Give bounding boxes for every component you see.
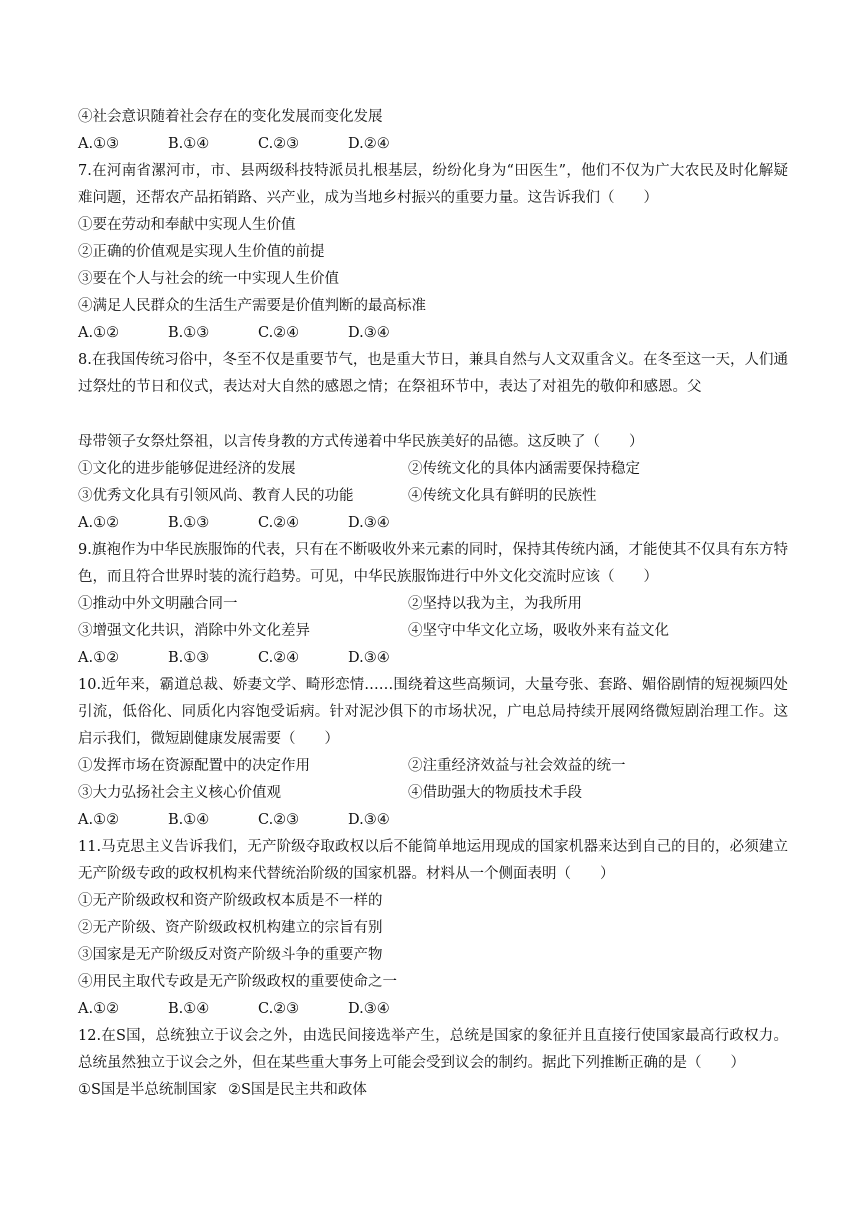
q10-statement-2: ②注重经济效益与社会效益的统一 [408,758,626,774]
question-7-stem: 7.在河南省漯河市，市、县两级科技特派员扎根基层，纷纷化身为“田医生”，他们不仅为广大农民及时化解疑难问题，还帮农产品拓销路、兴产业，成为当地乡村振兴的重要力量。这告诉我们（ ） [78,163,788,206]
question-10-stem: 10.近年来，霸道总裁、娇妻文学、畸形恋情……围绕着这些高频词，大量夸张、套路、媚俗剧情的短视频四处引流，低俗化、同质化内容饱受诟病。针对泥沙俱下的市场状况，广电总局持续开展网络微短剧治理工作。这启示我们，微短剧健康发展需要（ ） [78,677,788,747]
q11-statement-1: ①无产阶级政权和资产阶级政权本质是不一样的 [78,893,383,909]
choice-a: A.①② [78,515,120,531]
q9-statement-1: ①推动中外文明融合同一 [78,596,238,612]
choice-b: B.①③ [168,650,210,666]
choice-c: C.②③ [258,1001,300,1017]
choice-d: D.③④ [348,812,390,828]
q9-statements-row-2 [78,618,788,645]
q8-statements-row-2 [78,483,788,510]
choice-d: D.③④ [348,650,390,666]
question-12-stem: 12.在S国，总统独立于议会之外，由选民间接选举产生，总统是国家的象征并且直接行使国家最高行政权力。总统虽然独立于议会之外，但在某些重大事务上可能会受到议会的制约。据此下列推断正确的是（ ） [78,1028,788,1071]
q10-statements-row-2 [78,780,788,807]
q11-answer-choices [78,996,788,1023]
q7-statement-4: ④满足人民群众的生活生产需要是价值判断的最高标准 [78,298,426,314]
q12-statement-1: ①S国是半总统制国家 [78,1082,217,1098]
q7-statement-1: ①要在劳动和奉献中实现人生价值 [78,217,296,233]
question-8-stem-part1: 8.在我国传统习俗中，冬至不仅是重要节气，也是重大节日，兼具自然与人文双重含义。在冬至这一天，人们通过祭灶的节日和仪式，表达对大自然的感恩之情；在祭祖环节中，表达了对祖先的敬仰和感恩。父 [78,352,788,395]
blank-gap [78,401,788,429]
choice-c: C.②④ [258,650,300,666]
q10-answer-choices [78,807,788,834]
q11-statement-3: ③国家是无产阶级反对资产阶级斗争的重要产物 [78,947,383,963]
q7-statement-3: ③要在个人与社会的统一中实现人生价值 [78,271,339,287]
q8-answer-choices [78,510,788,537]
exam-page [78,104,788,1104]
q9-statement-3: ③增强文化共识，消除中外文化差异 [78,623,310,639]
q11-statement-4: ④用民主取代专政是无产阶级政权的重要使命之一 [78,974,397,990]
choice-d: D.③④ [348,515,390,531]
q9-answer-choices [78,645,788,672]
choice-d: D.③④ [348,325,390,341]
q9-statements-row-1 [78,591,788,618]
choice-a: A.①② [78,325,120,341]
q8-statements-row-1 [78,456,788,483]
choice-a: A.①② [78,812,120,828]
choice-b: B.①④ [168,812,210,828]
q8-statement-1: ①文化的进步能够促进经济的发展 [78,461,296,477]
choice-c: C.②④ [258,515,300,531]
choice-a: A.①③ [78,136,120,152]
answer-choices [78,131,788,158]
question-9-stem: 9.旗袍作为中华民族服饰的代表，只有在不断吸收外来元素的同时，保持其传统内涵，才能使其不仅具有东方特色，而且符合世界时装的流行趋势。可见，中华民族服饰进行中外文化交流时应该（ ） [78,542,788,585]
q11-statement-2: ②无产阶级、资产阶级政权机构建立的宗旨有别 [78,920,383,936]
choice-b: B.①③ [168,325,210,341]
q12-statement-2: ②S国是民主共和政体 [228,1082,367,1098]
choice-a: A.①② [78,1001,120,1017]
choice-b: B.①④ [168,136,210,152]
choice-d: D.②④ [348,136,390,152]
q10-statement-4: ④借助强大的物质技术手段 [408,785,582,801]
choice-a: A.①② [78,650,120,666]
q10-statement-1: ①发挥市场在资源配置中的决定作用 [78,758,310,774]
choice-b: B.①④ [168,1001,210,1017]
q7-statement-2: ②正确的价值观是实现人生价值的前提 [78,244,325,260]
choice-d: D.③④ [348,1001,390,1017]
q8-statement-4: ④传统文化具有鲜明的民族性 [408,488,597,504]
q8-statement-3: ③优秀文化具有引领风尚、教育人民的功能 [78,488,354,504]
q10-statement-3: ③大力弘扬社会主义核心价值观 [78,785,281,801]
question-8-stem-part2: 母带领子女祭灶祭祖，以言传身教的方式传递着中华民族美好的品德。这反映了（ ） [78,434,644,450]
q9-statement-2: ②坚持以我为主，为我所用 [408,596,582,612]
question-11-stem: 11.马克思主义告诉我们，无产阶级夺取政权以后不能简单地运用现成的国家机器来达到自己的目的，必须建立无产阶级专政的政权机构来代替统治阶级的国家机器。材料从一个侧面表明（ ） [78,839,788,882]
q12-statements-row-1 [78,1077,788,1104]
choice-b: B.①③ [168,515,210,531]
q9-statement-4: ④坚守中华文化立场，吸收外来有益文化 [408,623,669,639]
q7-answer-choices [78,320,788,347]
choice-c: C.②④ [258,325,300,341]
q8-statement-2: ②传统文化的具体内涵需要保持稳定 [408,461,640,477]
statement-4: ④社会意识随着社会存在的变化发展而变化发展 [78,109,383,125]
choice-c: C.②③ [258,812,300,828]
choice-c: C.②③ [258,136,300,152]
q10-statements-row-1 [78,753,788,780]
